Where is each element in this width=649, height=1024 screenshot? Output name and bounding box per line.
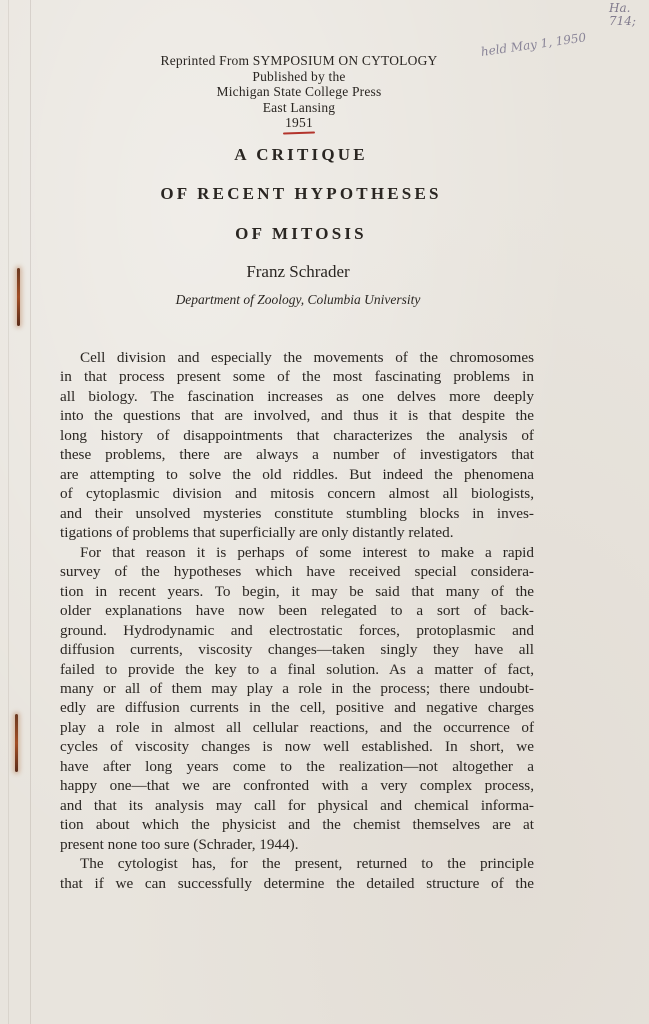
body-line: tion in recent years. To begin, it may be said that many of the [60, 582, 534, 600]
rust-staple-mark-bottom [15, 714, 18, 772]
corner-note-line: Ha. [609, 1, 631, 15]
body-line: happy one—that we are confronted with a very complex process, [60, 777, 534, 795]
header-line: Reprinted From SYMPOSIUM ON CYTOLOGY [160, 53, 438, 68]
body-line: tigations of problems that superficially are only distantly related. [60, 524, 454, 542]
header-year-line [0, 115, 598, 131]
body-line: all biology. The fascination increases as one delves more deeply [60, 387, 534, 405]
body-line: Cell division and especially the movements of the chromosomes [80, 349, 534, 366]
author-name: Franz Schrader [246, 262, 350, 281]
body-line: and that its analysis may call for physical and chemical informa- [60, 796, 534, 814]
body-line: have after long years come to the realization—not altogether a [60, 757, 534, 775]
body-line: failed to provide the key to a final solution. As a matter of fact, [60, 660, 534, 678]
header-line: Published by the [252, 68, 346, 84]
handwritten-corner-note [609, 2, 649, 28]
body-line: of cytoplasmic division and mitosis concern almost all biologists, [60, 485, 534, 503]
body-line: are attempting to solve the old riddles. But indeed the phenomena [60, 465, 534, 483]
body-line: ground. Hydrodynamic and electrostatic forces, protoplasmic and [60, 621, 534, 639]
paper-title-line: OF MITOSIS [235, 224, 367, 243]
body-line: The cytologist has, for the present, returned to the principle [80, 855, 534, 873]
body-line: long history of disappointments that characterizes the analysis of [60, 426, 534, 444]
reprint-header [0, 53, 598, 131]
paper-title-line: OF RECENT HYPOTHESES [160, 184, 442, 203]
body-line: For that reason it is perhaps of some interest to make a rapid [80, 543, 534, 561]
body-line: diffusion currents, viscosity changes—taken singly they have all [60, 641, 534, 659]
header-line: Michigan State College Press [216, 84, 382, 99]
body-line: into the questions that are involved, and thus it is that despite the [60, 407, 534, 425]
body-line: play a role in almost all cellular reactions, and the occurrence of [60, 718, 534, 736]
paper-title-line: A CRITIQUE [234, 145, 368, 164]
body-line: and their unsolved mysteries constitute stumbling blocks in inves- [60, 504, 534, 522]
body-line: many or all of them may play a role in the process; there undoubt- [60, 679, 534, 697]
body-line: tion about which the physicist and the chemist themselves are at [60, 816, 534, 834]
body-line: these problems, there are always a number of investigators that [60, 446, 534, 464]
year-text: 1951 [285, 115, 313, 130]
author-affiliation: Department of Zoology, Columbia University [175, 292, 421, 307]
red-underline-mark [283, 131, 315, 134]
body-line: older explanations have now been relegated to a sort of back- [60, 602, 534, 620]
body-text [60, 348, 534, 893]
body-line: in that process present some of the most fascinating problems in [60, 368, 534, 386]
body-line: present none too sure (Schrader, 1944). [60, 835, 299, 853]
handwritten-date-note: held May 1, 1950 [480, 30, 587, 59]
publication-year [285, 115, 313, 131]
body-line: that if we can successfully determine the detailed structure of the [60, 874, 534, 892]
body-line: survey of the hypotheses which have received special considera- [60, 563, 534, 581]
corner-note-line: 714; [609, 14, 636, 28]
body-line: cycles of viscosity changes is now well established. In short, we [60, 738, 534, 756]
header-line: East Lansing [262, 99, 336, 115]
body-line: edly are diffusion currents in the cell, positive and negative charges [60, 699, 534, 717]
